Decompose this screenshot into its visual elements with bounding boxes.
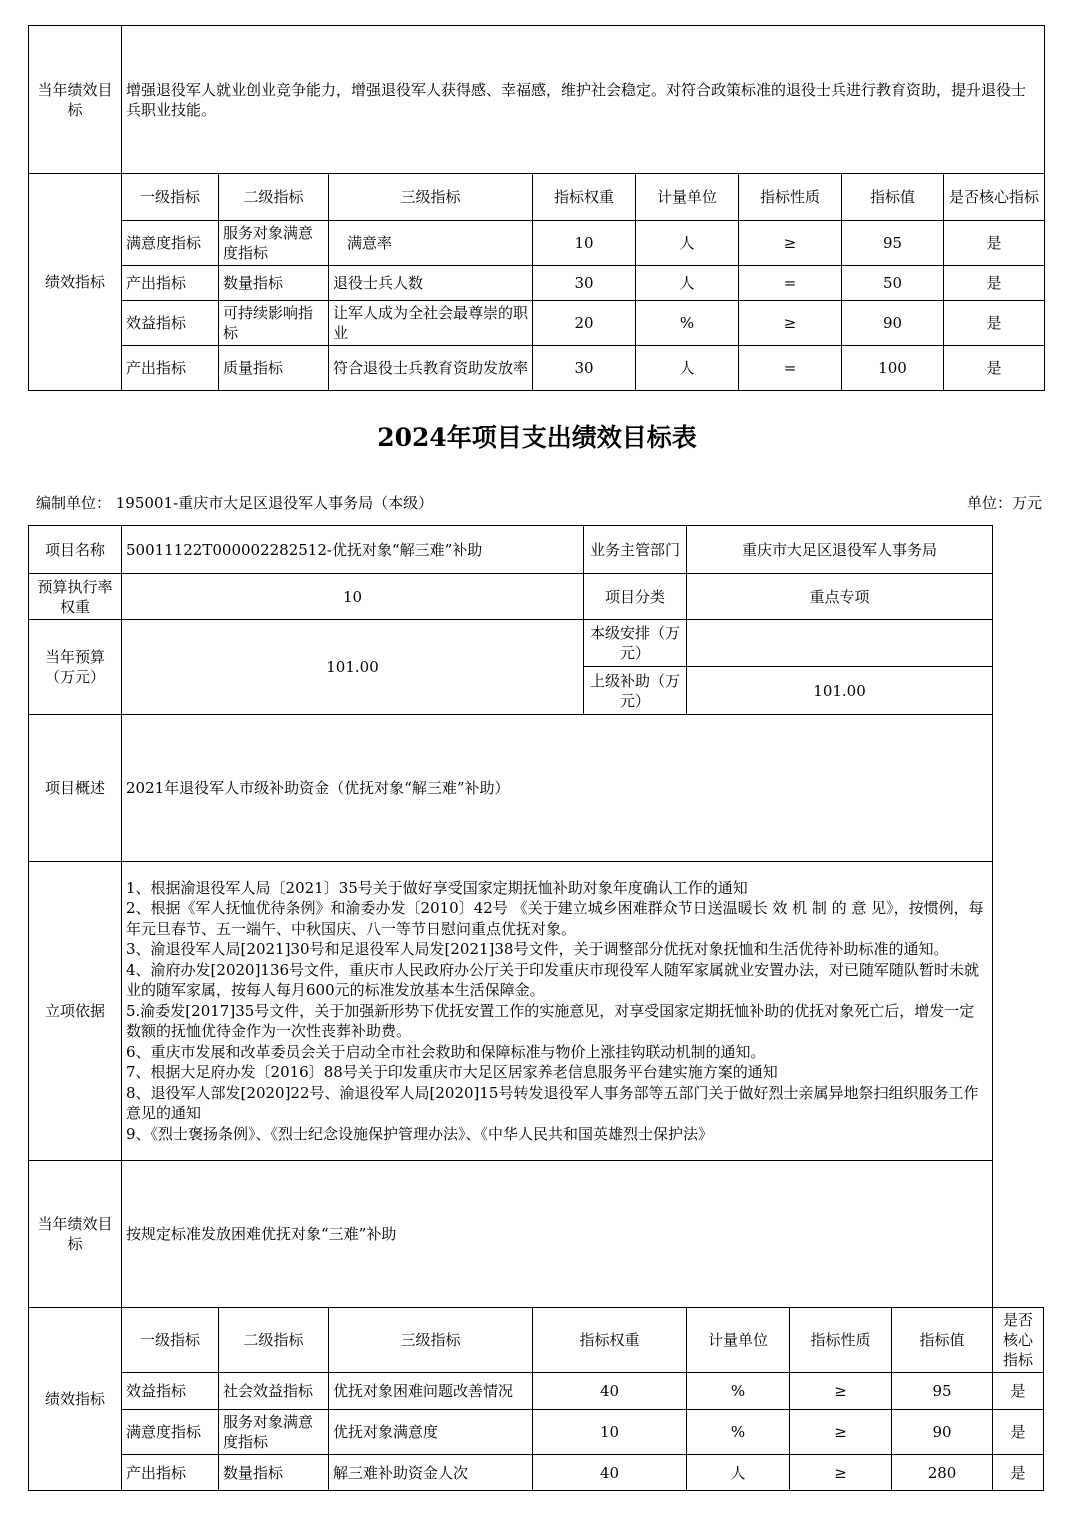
table-row xyxy=(29,1410,1044,1455)
cell-nature: ≥ xyxy=(790,1455,892,1491)
table-row xyxy=(29,1373,1044,1410)
cell-value: 95 xyxy=(892,1373,993,1410)
cell-level2: 服务对象满意度指标 xyxy=(219,221,329,266)
cell-level2: 数量指标 xyxy=(219,266,329,301)
cell-level3: 解三难补助资金人次 xyxy=(329,1455,533,1491)
top-performance-table xyxy=(28,25,1045,391)
cell-value: 95 xyxy=(842,221,944,266)
goal-label: 当年绩效目标 xyxy=(29,1161,122,1308)
budget-value: 101.00 xyxy=(122,620,584,715)
basis-label: 立项依据 xyxy=(29,862,122,1161)
cell-nature: ≥ xyxy=(739,221,842,266)
cell-level3: 优抚对象困难问题改善情况 xyxy=(329,1373,533,1410)
cell-core: 是 xyxy=(993,1373,1044,1410)
header-level3: 三级指标 xyxy=(329,1308,533,1373)
header-unit: 计量单位 xyxy=(636,174,739,221)
local-value xyxy=(687,620,993,667)
cell-level1: 产出指标 xyxy=(122,266,219,301)
cell-nature: = xyxy=(739,266,842,301)
org-line: 编制单位： 195001-重庆市大足区退役军人事务局（本级） xyxy=(36,494,434,512)
table-row xyxy=(29,346,1045,391)
project-name-label: 项目名称 xyxy=(29,526,122,574)
cell-level1: 效益指标 xyxy=(122,301,219,346)
basis-item: 3、渝退役军人局[2021]30号和足退役军人局发[2021]38号文件，关于调整部分优抚对象抚恤和生活优待补助标准的通知。 xyxy=(126,940,949,959)
basis-item: 1、根据渝退役军人局〔2021〕35号关于做好享受国家定期抚恤补助对象年度确认工作的通知 xyxy=(126,878,748,897)
cell-value: 100 xyxy=(842,346,944,391)
indicator-label: 绩效指标 xyxy=(29,1308,122,1491)
cell-unit: 人 xyxy=(687,1455,790,1491)
header-weight: 指标权重 xyxy=(533,1308,687,1373)
cell-nature: ≥ xyxy=(790,1373,892,1410)
basis-item: 8、退役军人部发[2020]22号、渝退役军人局[2020]15号转发退役军人事务部等五部门关于做好烈士亲属异地祭扫组织服务工作意见的通知 xyxy=(126,1083,979,1123)
upper-value: 101.00 xyxy=(687,667,993,715)
cell-core: 是 xyxy=(993,1455,1044,1491)
dept-label: 业务主管部门 xyxy=(584,526,687,574)
header-level1: 一级指标 xyxy=(122,1308,219,1373)
rate-label: 预算执行率权重 xyxy=(29,574,122,620)
project-table xyxy=(28,525,1044,1491)
cell-core: 是 xyxy=(944,221,1045,266)
cell-nature: ≥ xyxy=(790,1410,892,1455)
goal-text: 增强退役军人就业创业竞争能力，增强退役军人获得感、幸福感，维护社会稳定。对符合政策标准的退役士兵进行教育资助，提升退役士兵职业技能。 xyxy=(122,26,1045,174)
local-label: 本级安排（万元） xyxy=(584,620,687,667)
header-level3: 三级指标 xyxy=(329,174,533,221)
cell-core: 是 xyxy=(993,1410,1044,1455)
cell-weight: 40 xyxy=(533,1455,687,1491)
cell-level3: 满意率 xyxy=(329,221,533,266)
header-value: 指标值 xyxy=(892,1308,993,1373)
cell-level3: 优抚对象满意度 xyxy=(329,1410,533,1455)
cell-level3: 退役士兵人数 xyxy=(329,266,533,301)
dept-value: 重庆市大足区退役军人事务局 xyxy=(687,526,993,574)
cell-weight: 30 xyxy=(533,346,636,391)
project-name-value: 50011122T000002282512-优抚对象“解三难”补助 xyxy=(122,526,584,574)
header-value: 指标值 xyxy=(842,174,944,221)
cell-level3: 符合退役士兵教育资助发放率 xyxy=(329,346,533,391)
cell-level1: 效益指标 xyxy=(122,1373,219,1410)
cell-level1: 产出指标 xyxy=(122,346,219,391)
header-level2: 二级指标 xyxy=(219,174,329,221)
upper-label: 上级补助（万元） xyxy=(584,667,687,715)
cell-weight: 30 xyxy=(533,266,636,301)
table-row xyxy=(29,221,1045,266)
basis-item: 5.渝委发[2017]35号文件，关于加强新形势下优抚安置工作的实施意见，对享受国家定期抚恤补助的优抚对象死亡后，增发一定数额的抚恤优待金作为一次性丧葬补助费。 xyxy=(126,1001,975,1041)
table-row xyxy=(29,266,1045,301)
cell-core: 是 xyxy=(944,266,1045,301)
cell-value: 90 xyxy=(892,1410,993,1455)
cell-unit: 人 xyxy=(636,266,739,301)
cell-level1: 产出指标 xyxy=(122,1455,219,1491)
header-unit: 计量单位 xyxy=(687,1308,790,1373)
page-title: 2024年项目支出绩效目标表 xyxy=(377,423,697,452)
cell-level2: 质量指标 xyxy=(219,346,329,391)
cell-unit: % xyxy=(687,1373,790,1410)
header-nature: 指标性质 xyxy=(739,174,842,221)
cell-value: 90 xyxy=(842,301,944,346)
category-label: 项目分类 xyxy=(584,574,687,620)
rate-value: 10 xyxy=(122,574,584,620)
header-weight: 指标权重 xyxy=(533,174,636,221)
overview-text: 2021年退役军人市级补助资金（优抚对象“解三难”补助） xyxy=(122,715,993,862)
basis-text xyxy=(122,862,993,1161)
goal-text: 按规定标准发放困难优抚对象“三难”补助 xyxy=(122,1161,993,1308)
cell-value: 280 xyxy=(892,1455,993,1491)
cell-unit: % xyxy=(636,301,739,346)
header-nature: 指标性质 xyxy=(790,1308,892,1373)
unit-line: 单位：万元 xyxy=(966,494,1042,512)
basis-item: 2、根据《军人抚恤优待条例》和渝委办发〔2010〕42号 《关于建立城乡困难群众节日送温暖长 效 机 制 的 意 见》，按惯例，每年元旦春节、五一端午、中秋国庆、八一等节日慰问重点优抚对象。 xyxy=(126,899,984,938)
cell-level2: 服务对象满意度指标 xyxy=(219,1410,329,1455)
cell-unit: % xyxy=(687,1410,790,1455)
cell-core: 是 xyxy=(944,301,1045,346)
overview-label: 项目概述 xyxy=(29,715,122,862)
cell-weight: 40 xyxy=(533,1373,687,1410)
header-level2: 二级指标 xyxy=(219,1308,329,1373)
header-core: 是否核心指标 xyxy=(993,1308,1044,1373)
cell-level1: 满意度指标 xyxy=(122,1410,219,1455)
cell-weight: 20 xyxy=(533,301,636,346)
cell-nature: ≥ xyxy=(739,301,842,346)
table-row xyxy=(29,1455,1044,1491)
basis-item: 9、《烈士褒扬条例》、《烈士纪念设施保护管理办法》、《中华人民共和国英雄烈士保护法》 xyxy=(126,1124,714,1143)
basis-item: 7、根据大足府办发〔2016〕88号关于印发重庆市大足区居家养老信息服务平台建实施方案的通知 xyxy=(126,1063,778,1082)
cell-core: 是 xyxy=(944,346,1045,391)
budget-label: 当年预算（万元） xyxy=(29,620,122,715)
header-level1: 一级指标 xyxy=(122,174,219,221)
cell-level1: 满意度指标 xyxy=(122,221,219,266)
goal-label: 当年绩效目标 xyxy=(29,26,122,174)
cell-unit: 人 xyxy=(636,346,739,391)
cell-level2: 社会效益指标 xyxy=(219,1373,329,1410)
header-core: 是否核心指标 xyxy=(944,174,1045,221)
table-row xyxy=(29,301,1045,346)
cell-level3: 让军人成为全社会最尊崇的职业 xyxy=(329,301,533,346)
basis-item: 6、重庆市发展和改革委员会关于启动全市社会救助和保障标准与物价上涨挂钩联动机制的通知。 xyxy=(126,1042,766,1061)
category-value: 重点专项 xyxy=(687,574,993,620)
cell-value: 50 xyxy=(842,266,944,301)
cell-level2: 可持续影响指标 xyxy=(219,301,329,346)
basis-item: 4、渝府办发[2020]136号文件，重庆市人民政府办公厅关于印发重庆市现役军人随军家属就业安置办法，对已随军随队暂时未就业的随军家属，按每人每月600元的标准发放基本生活保障金。 xyxy=(126,960,980,1000)
cell-weight: 10 xyxy=(533,1410,687,1455)
cell-nature: = xyxy=(739,346,842,391)
indicator-label: 绩效指标 xyxy=(29,174,122,391)
cell-weight: 10 xyxy=(533,221,636,266)
cell-level2: 数量指标 xyxy=(219,1455,329,1491)
cell-unit: 人 xyxy=(636,221,739,266)
